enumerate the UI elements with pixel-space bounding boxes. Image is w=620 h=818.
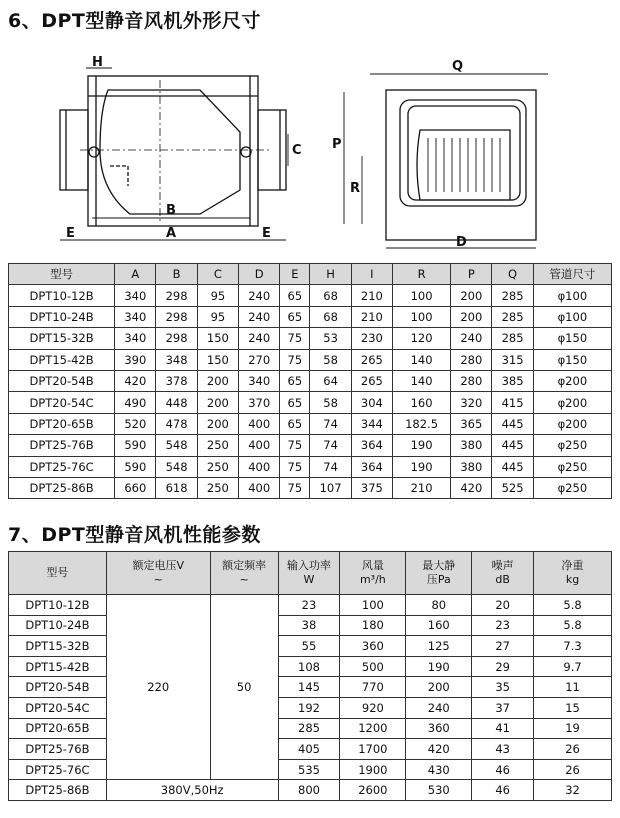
perf-cell: 26 [534, 739, 612, 760]
fan-dimension-drawing [0, 40, 620, 258]
dim-cell: 380 [451, 435, 492, 456]
perf-cell: 770 [340, 677, 406, 698]
label-d: D [456, 235, 467, 250]
perf-header-line: m³/h [359, 573, 386, 586]
table-row [9, 349, 612, 370]
dim-cell: 200 [197, 392, 238, 413]
perf-header-line: ~ [239, 573, 249, 586]
perf-header-cell [340, 552, 406, 595]
dim-cell: 65 [280, 413, 310, 434]
dim-cell: φ100 [533, 306, 611, 327]
dim-cell: 120 [393, 328, 451, 349]
perf-cell: 180 [340, 615, 406, 636]
perf-cell: 55 [278, 636, 340, 657]
perf-header-line: 净重 [561, 559, 584, 572]
dim-cell: 210 [351, 306, 392, 327]
perf-model-cell: DPT10-24B [9, 615, 107, 636]
dim-cell: 65 [280, 285, 310, 306]
table-row [9, 328, 612, 349]
dim-cell: 190 [393, 456, 451, 477]
dim-cell: 140 [393, 370, 451, 391]
table-row [9, 739, 612, 760]
dim-cell: 64 [310, 370, 351, 391]
dim-cell: 150 [197, 328, 238, 349]
dim-cell: DPT20-54B [9, 370, 115, 391]
perf-cell: 1200 [340, 718, 406, 739]
table-row [9, 413, 612, 434]
dim-cell: 548 [156, 435, 197, 456]
perf-header-cell [278, 552, 340, 595]
dim-cell: 340 [115, 328, 156, 349]
label-p: P [332, 137, 342, 152]
dim-cell: DPT25-76C [9, 456, 115, 477]
table-row [9, 595, 612, 616]
dim-cell: 65 [280, 392, 310, 413]
dim-cell: 250 [197, 477, 238, 498]
dim-cell: 285 [492, 285, 533, 306]
dim-header-cell: H [310, 264, 351, 285]
dim-cell: DPT10-24B [9, 306, 115, 327]
perf-cell: 29 [472, 656, 534, 677]
dim-cell: 340 [115, 306, 156, 327]
dim-cell: 200 [451, 285, 492, 306]
dim-cell: 75 [280, 435, 310, 456]
dim-cell: 280 [451, 349, 492, 370]
perf-cell: 26 [534, 759, 612, 780]
perf-cell: 240 [406, 697, 472, 718]
label-a: A [166, 226, 177, 241]
dim-cell: 548 [156, 456, 197, 477]
dim-cell: 380 [451, 456, 492, 477]
perf-cell: 41 [472, 718, 534, 739]
dim-cell: DPT25-86B [9, 477, 115, 498]
dim-cell: 660 [115, 477, 156, 498]
dim-header-cell: 型号 [9, 264, 115, 285]
table-row [9, 697, 612, 718]
dim-cell: 100 [393, 285, 451, 306]
dim-cell: 160 [393, 392, 451, 413]
dim-cell: 200 [197, 370, 238, 391]
rated-frequency-cell: 50 [210, 595, 278, 780]
dim-cell: 58 [310, 349, 351, 370]
perf-cell: 5.8 [534, 595, 612, 616]
dim-cell: 53 [310, 328, 351, 349]
dim-cell: 445 [492, 413, 533, 434]
dim-cell: 525 [492, 477, 533, 498]
dim-cell: 240 [239, 328, 280, 349]
perf-model-cell: DPT15-42B [9, 656, 107, 677]
perf-header-cell [210, 552, 278, 595]
perf-header-line: 风量 [361, 559, 384, 572]
dim-cell: 420 [115, 370, 156, 391]
dim-cell: DPT15-42B [9, 349, 115, 370]
perf-cell: 500 [340, 656, 406, 677]
table-row [9, 456, 612, 477]
perf-cell: 192 [278, 697, 340, 718]
dim-cell: 400 [239, 477, 280, 498]
perf-cell: 23 [472, 615, 534, 636]
dim-cell: φ250 [533, 435, 611, 456]
dim-cell: 320 [451, 392, 492, 413]
perf-header-line: dB [495, 573, 510, 586]
dim-cell: 75 [280, 349, 310, 370]
dim-cell: DPT20-54C [9, 392, 115, 413]
dim-cell: DPT25-76B [9, 435, 115, 456]
perf-cell: 1700 [340, 739, 406, 760]
perf-model-cell: DPT20-54B [9, 677, 107, 698]
dim-cell: 385 [492, 370, 533, 391]
dim-cell: 375 [351, 477, 392, 498]
dim-cell: 364 [351, 435, 392, 456]
dim-header-cell: P [451, 264, 492, 285]
perf-cell: 190 [406, 656, 472, 677]
dim-cell: φ250 [533, 456, 611, 477]
perf-model-cell: DPT25-86B [9, 780, 107, 801]
perf-header-line: W [303, 573, 315, 586]
perf-cell: 535 [278, 759, 340, 780]
dim-cell: φ200 [533, 392, 611, 413]
perf-cell: 920 [340, 697, 406, 718]
dim-cell: 298 [156, 285, 197, 306]
perf-cell: 37 [472, 697, 534, 718]
dim-cell: 344 [351, 413, 392, 434]
dim-cell: 285 [492, 328, 533, 349]
dim-cell: 520 [115, 413, 156, 434]
dim-cell: 190 [393, 435, 451, 456]
perf-header-line: 额定电压V [132, 559, 185, 572]
perf-cell: 80 [406, 595, 472, 616]
dim-cell: 340 [115, 285, 156, 306]
dim-cell: 75 [280, 477, 310, 498]
label-q: Q [452, 59, 464, 74]
dim-cell: DPT10-12B [9, 285, 115, 306]
perf-cell: 11 [534, 677, 612, 698]
perf-cell: 38 [278, 615, 340, 636]
dim-cell: 210 [393, 477, 451, 498]
label-r: R [350, 181, 361, 196]
dim-cell: 298 [156, 328, 197, 349]
perf-header-line: kg [565, 573, 580, 586]
table-row [9, 759, 612, 780]
dim-header-cell: E [280, 264, 310, 285]
dim-cell: 75 [280, 328, 310, 349]
table-row [9, 477, 612, 498]
dimension-table-header [9, 264, 612, 285]
dim-cell: φ200 [533, 413, 611, 434]
dim-cell: 68 [310, 306, 351, 327]
table-row [9, 636, 612, 657]
perf-cell: 160 [406, 615, 472, 636]
dim-cell: 182.5 [393, 413, 451, 434]
dim-cell: 265 [351, 370, 392, 391]
label-c: C [292, 143, 302, 158]
dim-cell: 230 [351, 328, 392, 349]
dim-cell: 400 [239, 413, 280, 434]
dim-cell: 420 [451, 477, 492, 498]
dimension-table [8, 263, 612, 499]
dim-cell: φ150 [533, 349, 611, 370]
label-b: B [166, 203, 176, 218]
power-spec-cell: 380V,50Hz [106, 780, 278, 801]
dimension-table-body [9, 285, 612, 499]
dim-cell: 95 [197, 285, 238, 306]
dim-cell: 478 [156, 413, 197, 434]
label-e-right: E [262, 226, 271, 241]
perf-model-cell: DPT20-54C [9, 697, 107, 718]
dim-cell: φ150 [533, 328, 611, 349]
perf-model-cell: DPT25-76B [9, 739, 107, 760]
table-row [9, 370, 612, 391]
dim-cell: 100 [393, 306, 451, 327]
section-title-dimensions: 6、DPT型静音风机外形尺寸 [8, 10, 261, 32]
dim-cell: 348 [156, 349, 197, 370]
dim-cell: 140 [393, 349, 451, 370]
dim-cell: 400 [239, 435, 280, 456]
dim-cell: 250 [197, 456, 238, 477]
dim-header-cell: 管道尺寸 [533, 264, 611, 285]
table-row [9, 392, 612, 413]
dim-cell: 400 [239, 456, 280, 477]
dim-cell: 265 [351, 349, 392, 370]
perf-model-cell: DPT10-12B [9, 595, 107, 616]
dim-cell: 68 [310, 285, 351, 306]
perf-cell: 46 [472, 759, 534, 780]
performance-table-header [9, 552, 612, 595]
perf-cell: 405 [278, 739, 340, 760]
dim-cell: 445 [492, 456, 533, 477]
dim-cell: φ200 [533, 370, 611, 391]
dim-cell: 240 [451, 328, 492, 349]
perf-header-cell [106, 552, 210, 595]
dim-cell: 74 [310, 435, 351, 456]
dim-cell: 65 [280, 370, 310, 391]
perf-header-cell [406, 552, 472, 595]
dim-cell: 448 [156, 392, 197, 413]
dim-cell: 65 [280, 306, 310, 327]
dim-cell: 590 [115, 435, 156, 456]
perf-model-cell: DPT15-32B [9, 636, 107, 657]
perf-cell: 23 [278, 595, 340, 616]
table-row [9, 656, 612, 677]
dim-cell: 150 [197, 349, 238, 370]
dim-cell: 378 [156, 370, 197, 391]
perf-cell: 20 [472, 595, 534, 616]
dim-cell: 390 [115, 349, 156, 370]
perf-cell: 27 [472, 636, 534, 657]
dim-cell: 75 [280, 456, 310, 477]
perf-model-cell: DPT20-65B [9, 718, 107, 739]
perf-cell: 800 [278, 780, 340, 801]
perf-header-cell [9, 552, 107, 595]
perf-cell: 145 [278, 677, 340, 698]
perf-header-line: ~ [153, 573, 163, 586]
perf-cell: 15 [534, 697, 612, 718]
dim-cell: 304 [351, 392, 392, 413]
dim-cell: 445 [492, 435, 533, 456]
perf-header-cell [534, 552, 612, 595]
table-row [9, 718, 612, 739]
dim-cell: 590 [115, 456, 156, 477]
dim-header-cell: C [197, 264, 238, 285]
dim-header-cell: I [351, 264, 392, 285]
section-title-performance: 7、DPT型静音风机性能参数 [8, 524, 261, 546]
dim-header-cell: B [156, 264, 197, 285]
perf-header-line: 型号 [46, 566, 69, 579]
label-e-left: E [66, 226, 75, 241]
table-row [9, 306, 612, 327]
dim-header-cell: Q [492, 264, 533, 285]
dim-cell: 618 [156, 477, 197, 498]
dim-cell: 285 [492, 306, 533, 327]
dim-cell: 95 [197, 306, 238, 327]
dim-header-cell: A [115, 264, 156, 285]
perf-header-line: 输入功率 [286, 559, 331, 572]
table-row [9, 615, 612, 636]
table-row [9, 285, 612, 306]
dim-cell: 250 [197, 435, 238, 456]
dim-cell: 415 [492, 392, 533, 413]
table-row [9, 677, 612, 698]
dim-cell: 298 [156, 306, 197, 327]
dim-cell: 340 [239, 370, 280, 391]
perf-cell: 35 [472, 677, 534, 698]
dim-cell: 58 [310, 392, 351, 413]
perf-header-line: 最大静 [422, 559, 456, 572]
perf-model-cell: DPT25-76C [9, 759, 107, 780]
perf-cell: 530 [406, 780, 472, 801]
dim-header-cell: D [239, 264, 280, 285]
dim-cell: 107 [310, 477, 351, 498]
dim-cell: 364 [351, 456, 392, 477]
dim-cell: 270 [239, 349, 280, 370]
perf-cell: 2600 [340, 780, 406, 801]
perf-header-line: 压Pa [426, 573, 451, 586]
dim-header-cell: R [393, 264, 451, 285]
dim-cell: φ250 [533, 477, 611, 498]
perf-header-line: 噪声 [491, 559, 514, 572]
label-h: H [92, 55, 103, 70]
perf-header-line: 额定频率 [222, 559, 267, 572]
table-row [9, 780, 612, 801]
table-row [9, 435, 612, 456]
dim-cell: 315 [492, 349, 533, 370]
perf-cell: 108 [278, 656, 340, 677]
perf-cell: 100 [340, 595, 406, 616]
dim-cell: 365 [451, 413, 492, 434]
dim-cell: 370 [239, 392, 280, 413]
rated-voltage-cell: 220 [106, 595, 210, 780]
perf-cell: 43 [472, 739, 534, 760]
dim-cell: 200 [197, 413, 238, 434]
perf-cell: 19 [534, 718, 612, 739]
perf-cell: 32 [534, 780, 612, 801]
perf-cell: 7.3 [534, 636, 612, 657]
dim-cell: 240 [239, 306, 280, 327]
dim-cell: DPT20-65B [9, 413, 115, 434]
performance-table [8, 551, 612, 801]
perf-cell: 430 [406, 759, 472, 780]
perf-cell: 1900 [340, 759, 406, 780]
perf-cell: 9.7 [534, 656, 612, 677]
dim-cell: 74 [310, 456, 351, 477]
perf-cell: 420 [406, 739, 472, 760]
perf-cell: 5.8 [534, 615, 612, 636]
dim-cell: 200 [451, 306, 492, 327]
perf-header-cell [472, 552, 534, 595]
performance-table-body [9, 595, 612, 801]
perf-cell: 200 [406, 677, 472, 698]
dim-cell: 240 [239, 285, 280, 306]
dim-cell: 280 [451, 370, 492, 391]
dim-cell: φ100 [533, 285, 611, 306]
perf-cell: 285 [278, 718, 340, 739]
dim-cell: DPT15-32B [9, 328, 115, 349]
perf-cell: 46 [472, 780, 534, 801]
dim-cell: 210 [351, 285, 392, 306]
dim-cell: 490 [115, 392, 156, 413]
perf-cell: 125 [406, 636, 472, 657]
dim-cell: 74 [310, 413, 351, 434]
side-view-volute [100, 90, 240, 214]
perf-cell: 360 [406, 718, 472, 739]
perf-cell: 360 [340, 636, 406, 657]
